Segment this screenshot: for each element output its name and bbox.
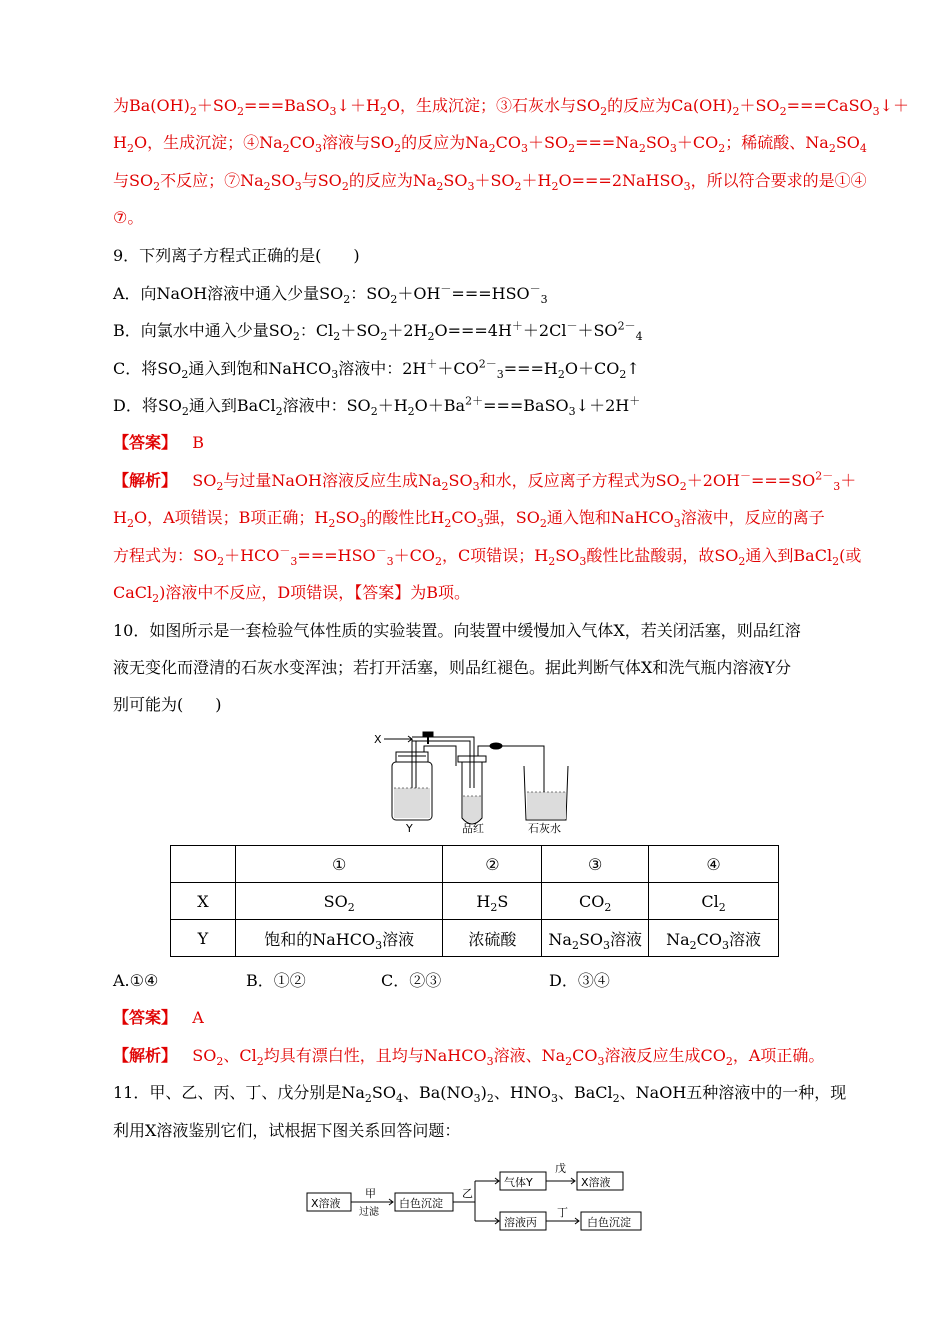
- q9-option-a[interactable]: A．向NaOH溶液中通入少量$SO_2$：$SO_2+OH^-===HSO^-_3$: [113, 282, 548, 307]
- table-cell: $Cl_2$: [649, 883, 779, 920]
- flow-label-white-1: 白色沉淀: [399, 1197, 443, 1210]
- prev-explanation-line-2: $H_2O$，生成沉淀；$④Na_2CO_3$溶液与$SO_2$的反应为$Na_2CO_3+SO_2===Na_2SO_3+CO_2$；稀硫酸、$Na_2SO_4$: [113, 133, 867, 156]
- liquid-y: [394, 788, 430, 818]
- flow-label-wu: 戊: [555, 1162, 566, 1175]
- table-row-y: [171, 920, 779, 957]
- liquid-pinhong: [463, 796, 481, 823]
- q9-stem: 9．下列离子方程式正确的是( ): [113, 246, 360, 265]
- table-cell: ④: [649, 846, 779, 883]
- q9-answer: [113, 432, 843, 454]
- table-row-x: [171, 883, 779, 920]
- valve: [423, 732, 433, 736]
- q10-explain-label: 【解析】: [113, 1046, 178, 1065]
- apparatus-diagram: [368, 726, 588, 836]
- table-cell: [171, 846, 236, 883]
- table-cell: Y: [171, 920, 236, 957]
- q10-explanation: [113, 1045, 843, 1067]
- label-limewater: 石灰水: [528, 822, 561, 835]
- q10-answer-value: A: [192, 1008, 204, 1027]
- q9-explain-label: 【解析】: [113, 471, 178, 490]
- q9-explanation-line-4: CaCl$_2$)溶液中不反应，D项错误，【答案】为B项。: [113, 583, 470, 606]
- q11-stem-line-2: 利用X溶液鉴别它们，试根据下图关系回答问题：: [113, 1121, 461, 1140]
- label-x: X: [374, 733, 382, 746]
- q11-stem-line-1: 11．甲、乙、丙、丁、戊分别是$Na_2SO_4$、$Ba(NO_3)_2$、$HNO_3$、BaCl$_2$、NaOH五种溶液中的一种，现: [113, 1083, 847, 1106]
- q10-explanation-text: $SO_2$、$Cl_2$均具有漂白性，且均与NaHCO$_3$溶液、$Na_2CO_3$溶液反应生成$CO_2$，A项正确。: [192, 1046, 825, 1069]
- label-y: Y: [406, 822, 413, 835]
- table-cell: ②: [443, 846, 542, 883]
- flow-label-solution: 溶液丙: [504, 1216, 537, 1229]
- table-cell: $SO_2$: [235, 883, 443, 920]
- table-cell: 浓硫酸: [443, 920, 542, 957]
- flow-label-x: X溶液: [311, 1197, 341, 1210]
- flow-label-white-2: 白色沉淀: [587, 1216, 631, 1229]
- prev-explanation-line-3: 与$SO_2$不反应；$⑦Na_2SO_3$与$SO_2$的反应为$Na_2SO_3+SO_2+H_2O===2NaHSO_3$，所以符合要求的是①④: [113, 171, 867, 194]
- q10-option-a[interactable]: A.①④: [113, 971, 159, 990]
- flow-label-ding: 丁: [557, 1206, 568, 1219]
- q9-explanation-line-2: $H_2O$，A项错误；B项正确；$H_2SO_3$的酸性比$H_2CO_3$强，$SO_2$通入饱和NaHCO$_3$溶液中，反应的离子: [113, 508, 825, 531]
- q10-option-d[interactable]: D．③④: [549, 971, 610, 990]
- table-cell: $Na_2SO_3$溶液: [542, 920, 649, 957]
- q9-option-b[interactable]: B．向氯水中通入少量$SO_2$：$Cl_2+SO_2+2H_2O===4H^++2Cl^-+SO^{2-}_4$: [113, 319, 643, 344]
- q9-option-c[interactable]: C．将$SO_2$通入到饱和NaHCO$_3$溶液中：$2H^++CO^{2-}_3===H_2O+CO_2↑$: [113, 357, 640, 382]
- q9-option-d[interactable]: D．将$SO_2$通入到BaCl$_2$溶液中：$SO_2+H_2O+Ba^{2+}===BaSO_3↓+2H^+$: [113, 394, 641, 419]
- flow-diagram: [305, 1160, 650, 1232]
- q10-options-table: [170, 845, 779, 957]
- flow-label-gas: 气体Y: [504, 1176, 533, 1189]
- flow-label-yi: 乙: [462, 1187, 473, 1200]
- table-cell: ①: [235, 846, 443, 883]
- q10-answer: [113, 1007, 843, 1029]
- q9-answer-label: 【答案】: [113, 433, 178, 452]
- prev-explanation-line-4: ⑦。: [113, 208, 144, 227]
- table-cell: X: [171, 883, 236, 920]
- q10-stem-line-2: 液无变化而澄清的石灰水变浑浊；若打开活塞，则品红褪色。据此判断气体X和洗气瓶内溶液Y分: [113, 658, 791, 677]
- q10-answer-label: 【答案】: [113, 1008, 178, 1027]
- label-pinhong: 品红: [462, 822, 484, 835]
- q10-option-c[interactable]: C．②③: [381, 971, 442, 990]
- q9-answer-value: B: [192, 433, 205, 452]
- q10-stem-line-3: 别可能为( ): [113, 695, 222, 714]
- table-cell: 饱和的NaHCO$_3$溶液: [235, 920, 443, 957]
- liquid-limewater: [527, 792, 566, 819]
- flow-label-filter: 过滤: [359, 1207, 379, 1218]
- q9-explanation-line-3: 方程式为：$SO_2+HCO^-_3===HSO^-_3+CO_2$，C项错误；$H_2SO_3$酸性比盐酸弱，故$SO_2$通入到BaCl$_2$(或: [113, 544, 862, 569]
- table-cell: $CO_2$: [542, 883, 649, 920]
- q10-stem-line-1: 10．如图所示是一套检验气体性质的实验装置。向装置中缓慢加入气体X，若关闭活塞，则品红溶: [113, 621, 801, 640]
- table-header-row: [171, 846, 779, 883]
- bottle-outlet-pipe: [424, 746, 456, 766]
- table-cell: ③: [542, 846, 649, 883]
- q10-option-b[interactable]: B．①②: [246, 971, 306, 990]
- flow-label-jia: 甲: [365, 1187, 376, 1200]
- q9-explanation-line-1: [113, 469, 857, 494]
- flow-label-x2: X溶液: [581, 1176, 611, 1189]
- table-cell: $Na_2CO_3$溶液: [649, 920, 779, 957]
- q9-explanation-text-1: $SO_2$与过量NaOH溶液反应生成$Na_2SO_3$和水，反应离子方程式为$SO_2+2OH^-===SO^{2-}_3+$: [192, 469, 857, 494]
- prev-explanation-line-1: 为$Ba(OH)_2+SO_2===BaSO_3↓+H_2O$，生成沉淀；③石灰水与$SO_2$的反应为$Ca(OH)_2+SO_2===CaSO_3↓+$: [113, 96, 910, 119]
- table-cell: $H_2S$: [443, 883, 542, 920]
